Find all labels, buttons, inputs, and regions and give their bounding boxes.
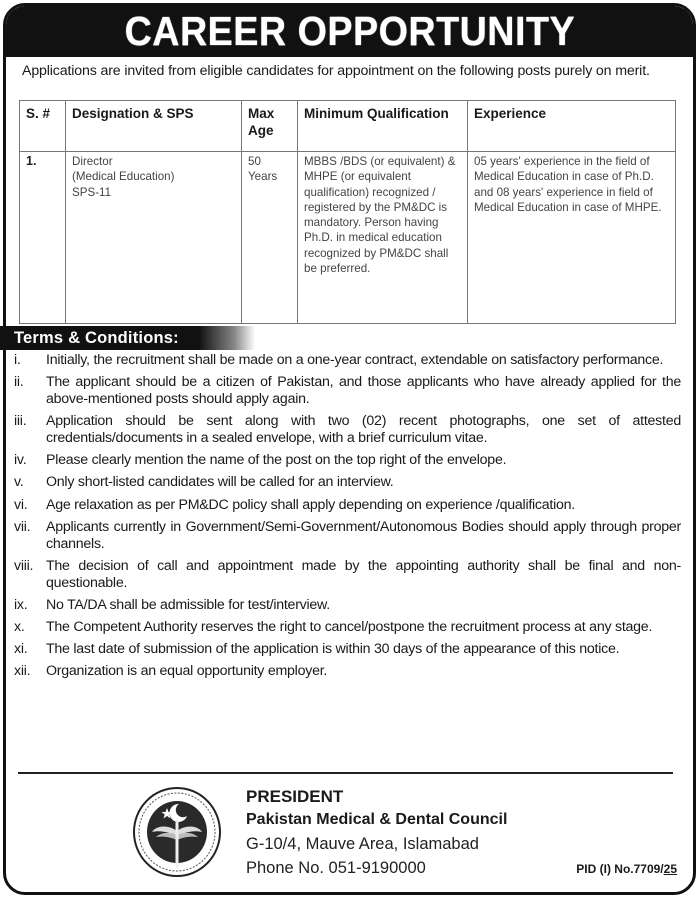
max-age-unit: Years bbox=[248, 170, 278, 184]
list-item: x. The Competent Authority reserves the right to cancel/postpone the recruitment process at any stage. bbox=[14, 618, 653, 635]
list-item: xi. The last date of submission of the application is within 30 days of the appearance of this notice. bbox=[14, 641, 620, 658]
phone: Phone No. 051-9190000 bbox=[246, 859, 426, 877]
terms-heading-bar bbox=[0, 326, 255, 350]
list-item: xii. Organization is an equal opportunity employer. bbox=[14, 663, 328, 680]
list-item: iv. Please clearly mention the name of the post on the top right of the envelope. bbox=[14, 452, 507, 469]
list-item: v. Only short-listed candidates will be called for an interview. bbox=[14, 474, 394, 491]
table-row bbox=[20, 152, 676, 324]
cell-serial: 1. bbox=[20, 152, 66, 324]
designation-sub: (Medical Education) bbox=[72, 170, 175, 184]
contact-block bbox=[246, 786, 507, 880]
footer-divider bbox=[18, 772, 673, 774]
title-banner bbox=[6, 6, 693, 57]
organization-name: Pakistan Medical & Dental Council bbox=[246, 811, 508, 828]
col-max-age: Max Age bbox=[242, 101, 298, 152]
address: G-10/4, Mauve Area, Islamabad bbox=[246, 835, 479, 853]
list-item: viii. The decision of call and appointment made by the appointing authority shall be final and non-questionable. bbox=[14, 557, 681, 591]
col-experience: Experience bbox=[468, 101, 676, 152]
cell-qualification: MBBS /BDS (or equivalent) & MHPE (or equivalent qualification) recognized / registered by the PM&DC is mandatory. Person having Ph.D. in medical education recognized by PM&DC shall be preferred. bbox=[298, 152, 468, 324]
col-designation: Designation & SPS bbox=[66, 101, 242, 152]
pmdc-seal-icon bbox=[132, 786, 222, 878]
intro-text: Applications are invited from eligible candidates for appointment on the following posts purely on merit. bbox=[22, 63, 650, 79]
designation: Director bbox=[72, 155, 113, 168]
list-item: ix. No TA/DA shall be admissible for test/interview. bbox=[14, 596, 330, 613]
terms-list bbox=[0, 352, 687, 685]
page-title: CAREER OPPORTUNITY bbox=[124, 8, 575, 54]
sps-grade: SPS-11 bbox=[72, 185, 112, 199]
col-serial: S. # bbox=[20, 101, 66, 152]
pid-number: PID (I) No.7709/25 bbox=[576, 862, 677, 876]
authority: PRESIDENT bbox=[246, 787, 344, 806]
posts-table bbox=[19, 100, 676, 324]
cell-max-age bbox=[242, 152, 298, 324]
list-item: vi. Age relaxation as per PM&DC policy shall apply depending on experience /qualification. bbox=[14, 496, 575, 513]
list-item: ii. The applicant should be a citizen of Pakistan, and those applicants who have already applied for the above-mentioned posts should apply again. bbox=[14, 374, 681, 407]
cell-designation bbox=[66, 152, 242, 324]
list-item: iii. Application should be sent along with two (02) recent photographs, one set of attested credentials/documents in a sealed envelope, with a brief curriculum vitae. bbox=[14, 413, 681, 446]
max-age-value: 50 bbox=[248, 155, 261, 168]
footer bbox=[0, 780, 687, 884]
col-qualification: Minimum Qualification bbox=[298, 101, 468, 152]
terms-heading: Terms & Conditions: bbox=[14, 328, 179, 347]
cell-experience: 05 years' experience in the field of Medical Education in case of Ph.D. and 08 years' experience in field of Medical Education in case of MHPE. bbox=[468, 152, 676, 324]
table-header-row bbox=[20, 101, 676, 152]
list-item: vii. Applicants currently in Government/Semi-Government/Autonomous Bodies should apply through proper channels. bbox=[14, 518, 681, 552]
list-item: i. Initially, the recruitment shall be made on a one-year contract, extendable on satisfactory performance. bbox=[14, 352, 664, 368]
